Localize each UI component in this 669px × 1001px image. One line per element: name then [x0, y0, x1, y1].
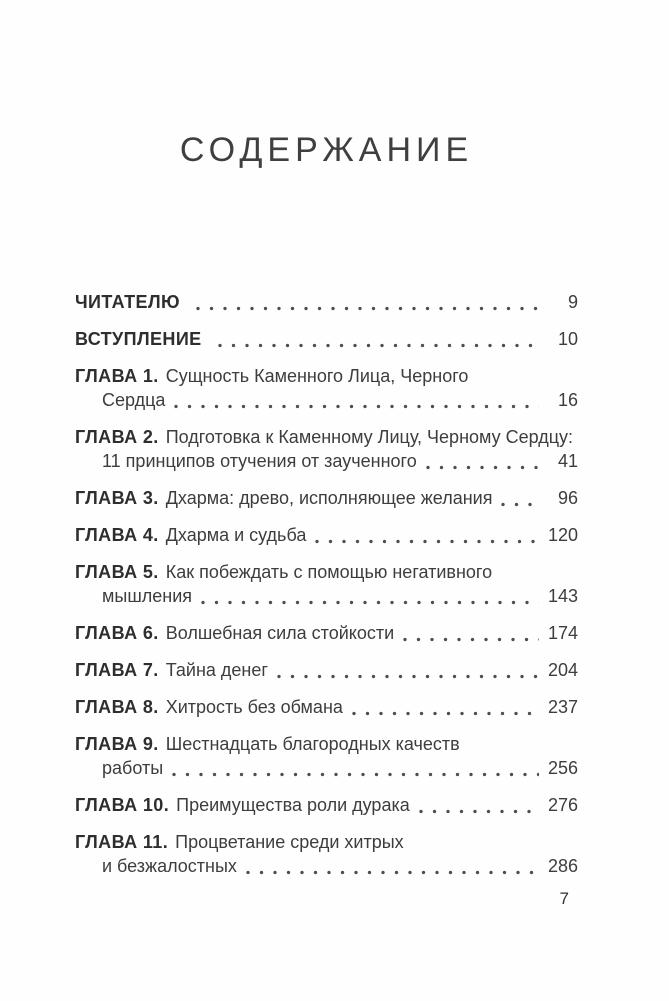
- dot-leader: [426, 465, 539, 470]
- toc-entry: [75, 732, 578, 780]
- toc-entry-title: Процветание среди хитрых: [175, 832, 404, 852]
- toc-entry: [75, 523, 578, 547]
- table-of-contents: [75, 290, 578, 878]
- toc-entry-title: Подготовка к Каменному Лицу, Черному Сердцу:: [165, 427, 574, 447]
- toc-entry: [75, 621, 578, 645]
- toc-entry-title: Волшебная сила стойкости: [165, 623, 395, 643]
- toc-entry-continuation: 11 принципов отучения от заученного: [102, 451, 417, 471]
- toc-entry-label: ЧИТАТЕЛЮ: [75, 292, 180, 312]
- toc-entry-label: ГЛАВА 5.: [75, 562, 159, 582]
- toc-entry-page: 41: [557, 451, 578, 471]
- toc-entry-title: Хитрость без обмана: [165, 697, 343, 717]
- toc-entry-title: Как побеждать с помощью негативного: [165, 562, 493, 582]
- toc-entry-label: ВСТУПЛЕНИЕ: [75, 329, 202, 349]
- toc-entry: [75, 364, 578, 412]
- toc-entry-page: 204: [547, 660, 578, 680]
- toc-entry-page: 256: [547, 758, 578, 778]
- toc-entry: [75, 327, 578, 351]
- toc-entry-page: 9: [567, 292, 578, 312]
- toc-entry-page: 10: [557, 329, 578, 349]
- toc-entry: [75, 560, 578, 608]
- toc-entry-page: 96: [557, 488, 578, 508]
- toc-entry-label: ГЛАВА 3.: [75, 488, 159, 508]
- dot-leader: [403, 637, 539, 642]
- toc-entry-label: ГЛАВА 8.: [75, 697, 159, 717]
- dot-leader: [277, 674, 539, 679]
- dot-leader: [419, 809, 539, 814]
- toc-entry-page: 174: [547, 623, 578, 643]
- toc-entry-page: 16: [557, 390, 578, 410]
- toc-entry-label: ГЛАВА 4.: [75, 525, 159, 545]
- dot-leader: [246, 870, 539, 875]
- toc-entry-label: ГЛАВА 1.: [75, 366, 159, 386]
- dot-leader: [196, 306, 539, 311]
- toc-entry-label: ГЛАВА 2.: [75, 427, 159, 447]
- toc-entry-continuation: работы: [102, 758, 164, 778]
- toc-entry-title: Шестнадцать благородных качеств: [165, 734, 460, 754]
- toc-entry-title: Дхарма: древо, исполняющее желания: [165, 488, 493, 508]
- page-title: СОДЕРЖАНИЕ: [179, 131, 474, 169]
- toc-entry-continuation: и безжалостных: [102, 856, 237, 876]
- toc-entry-page: 286: [547, 856, 578, 876]
- toc-entry-title: Тайна денег: [165, 660, 268, 680]
- dot-leader: [172, 772, 539, 777]
- toc-entry: [75, 658, 578, 682]
- toc-entry-title: Сущность Каменного Лица, Черного: [165, 366, 469, 386]
- dot-leader: [352, 711, 539, 716]
- toc-entry-label: ГЛАВА 6.: [75, 623, 159, 643]
- dot-leader: [201, 600, 539, 605]
- dot-leader: [501, 502, 539, 507]
- toc-entry-page: 120: [547, 525, 578, 545]
- toc-entry-page: 276: [547, 795, 578, 815]
- toc-entry-page: 143: [547, 586, 578, 606]
- toc-entry: [75, 425, 578, 473]
- toc-entry-label: ГЛАВА 11.: [75, 832, 169, 852]
- toc-entry: [75, 695, 578, 719]
- content-column: [75, 0, 578, 891]
- toc-entry-title: Дхарма и судьба: [165, 525, 307, 545]
- toc-entry: [75, 486, 578, 510]
- dot-leader: [218, 343, 539, 348]
- toc-entry: [75, 830, 578, 878]
- toc-entry-title: Преимущества роли дурака: [176, 795, 410, 815]
- toc-entry-label: ГЛАВА 7.: [75, 660, 159, 680]
- toc-entry: [75, 290, 578, 314]
- dot-leader: [315, 539, 539, 544]
- dot-leader: [174, 404, 539, 409]
- toc-entry: [75, 793, 578, 817]
- toc-entry-continuation: Сердца: [102, 390, 166, 410]
- footer-page-number: 7: [559, 889, 569, 908]
- toc-entry-continuation: мышления: [102, 586, 193, 606]
- toc-entry-page: 237: [547, 697, 578, 717]
- toc-entry-label: ГЛАВА 10.: [75, 795, 170, 815]
- toc-entry-label: ГЛАВА 9.: [75, 734, 159, 754]
